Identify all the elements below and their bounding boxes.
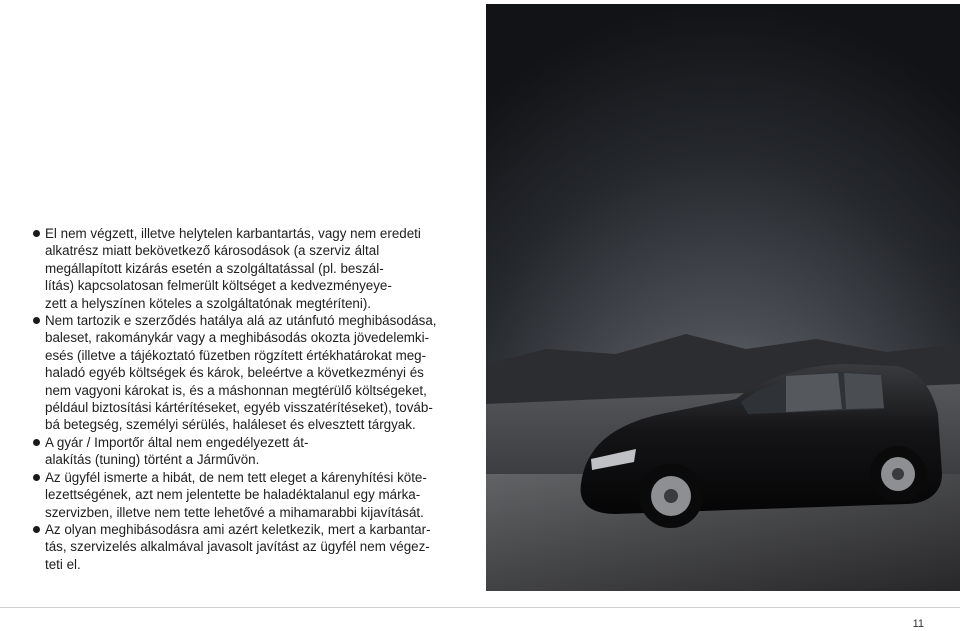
page-number: 11 [912, 618, 924, 630]
list-item-text: Az olyan meghibásodásra ami azért keletkezik, mert a karbantar- tás, szervizelés alkalmával javasolt javítást az ügyfél nem végez- teti el. [45, 521, 431, 572]
bullet-icon [33, 526, 40, 533]
list-item [33, 434, 473, 469]
list-item [33, 469, 473, 521]
list-item [33, 521, 473, 573]
footer-divider [0, 607, 960, 608]
bullet-icon [33, 230, 40, 237]
exclusions-list [33, 225, 473, 573]
bullet-icon [33, 439, 40, 446]
car-photo-illustration [486, 4, 960, 591]
bullet-icon [33, 317, 40, 324]
list-item [33, 225, 473, 312]
list-item-text: Nem tartozik e szerződés hatálya alá az utánfutó meghibásodása, baleset, rakománykár vagy a meghibásodás okozta jövedelemki- esés (illetve a tájékoztató füzetben rögzített értékhatárokat meg- haladó egyéb költségek és károk, beleértve a következményi és nem vagyoni károkat is, és a máshonnan megtérülő költségeket, például biztosítási kártérítéseket, egyéb visszatérítéseket), továb- bá betegség, személyi sérülés, haláleset és elvesztett tárgyak. [45, 313, 437, 433]
list-item [33, 312, 473, 434]
list-item-text: Az ügyfél ismerte a hibát, de nem tett eleget a kárenyhítési köte- lezettségének, azt nem jelentette be haladéktalanul egy márka- szervizben, illetve nem tette lehetővé a mihamarabbi kijavítását. [45, 469, 427, 520]
car-photo [486, 4, 960, 591]
list-item-text: El nem végzett, illetve helytelen karbantartás, vagy nem eredeti alkatrész miatt bekövetkező károsodások (a szerviz által megállapított kizárás esetén a szolgáltatással (pl. beszál- lítás) kapcsolatosan felmerült költséget a kedvezményeye- zett a helyszínen köteles a szolgáltatónak megtéríteni). [45, 226, 421, 311]
list-item-text: A gyár / Importőr által nem engedélyezett át- alakítás (tuning) történt a Járművön. [45, 434, 309, 468]
bullet-icon [33, 474, 40, 481]
